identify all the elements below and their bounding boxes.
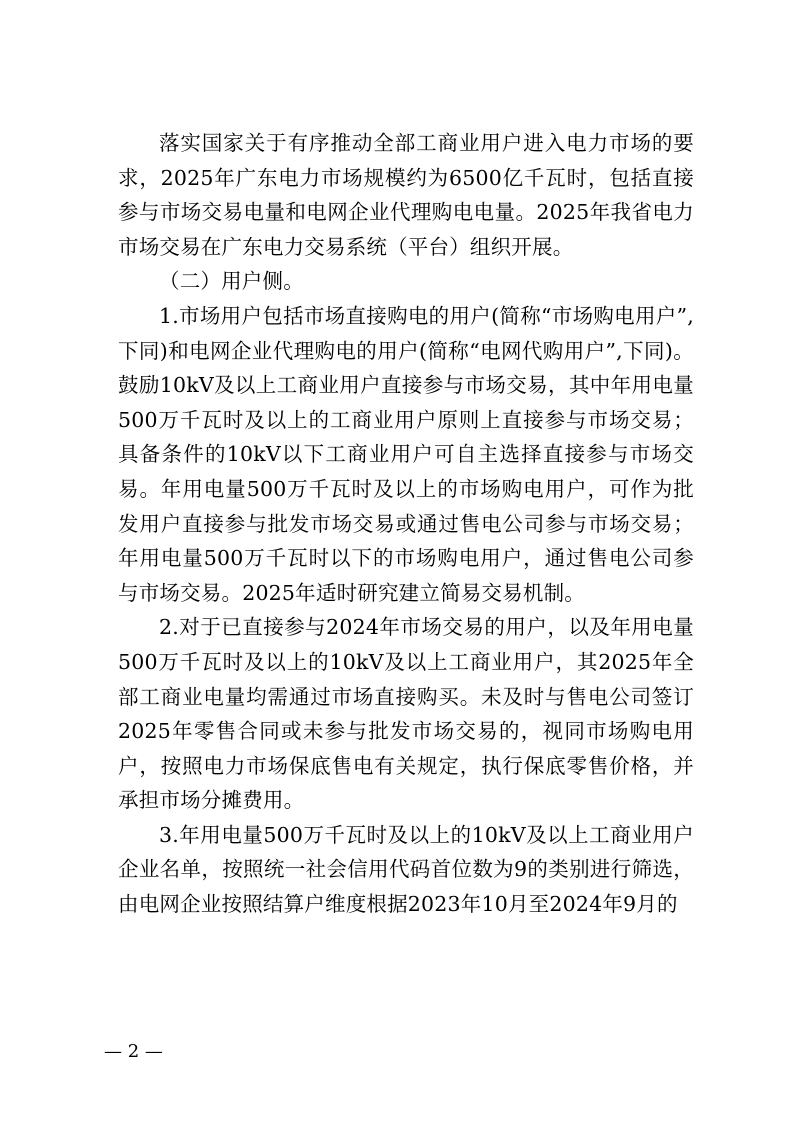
section-heading-user-side: （二）用户侧。 (159, 269, 304, 294)
body-text (118, 126, 694, 922)
page-number: — 2 — (104, 1041, 163, 1062)
paragraph-item-3: 3.年用电量500万千瓦时及以上的10kV及以上工商业用户企业名单，按照统一社会信用代码首位数为9的类别进行筛选，由电网企业按照结算户维度根据2023年10月至2024年9月的 (118, 822, 694, 917)
paragraph-item-1: 1.市场用户包括市场直接购电的用户(简称“市场购电用户”,下同)和电网企业代理购电的用户(简称“电网代购用户”,下同)。鼓励10kV及以上工商业用户直接参与市场交易，其中年用电量500万千瓦时及以上的工商业用户原则上直接参与市场交易；具备条件的10kV以下工商业用户可自主选择直接参与市场交易。年用电量500万千瓦时及以上的市场购电用户，可作为批发用户直接参与批发市场交易或通过售电公司参与市场交易；年用电量500万千瓦时以下的市场购电用户，通过售电公司参与市场交易。2025年适时研究建立简易交易机制。 (118, 303, 694, 605)
paragraph-item-2: 2.对于已直接参与2024年市场交易的用户，以及年用电量500万千瓦时及以上的10kV及以上工商业用户，其2025年全部工商业电量均需通过市场直接购买。未及时与售电公司签订2025年零售合同或未参与批发市场交易的，视同市场购电用户，按照电力市场保底售电有关规定，执行保底零售价格，并承担市场分摊费用。 (118, 615, 694, 813)
paragraph-market-scale: 落实国家关于有序推动全部工商业用户进入电力市场的要求，2025年广东电力市场规模约为6500亿千瓦时，包括直接参与市场交易电量和电网企业代理购电电量。2025年我省电力市场交易在广东电力交易系统（平台）组织开展。 (118, 131, 694, 259)
